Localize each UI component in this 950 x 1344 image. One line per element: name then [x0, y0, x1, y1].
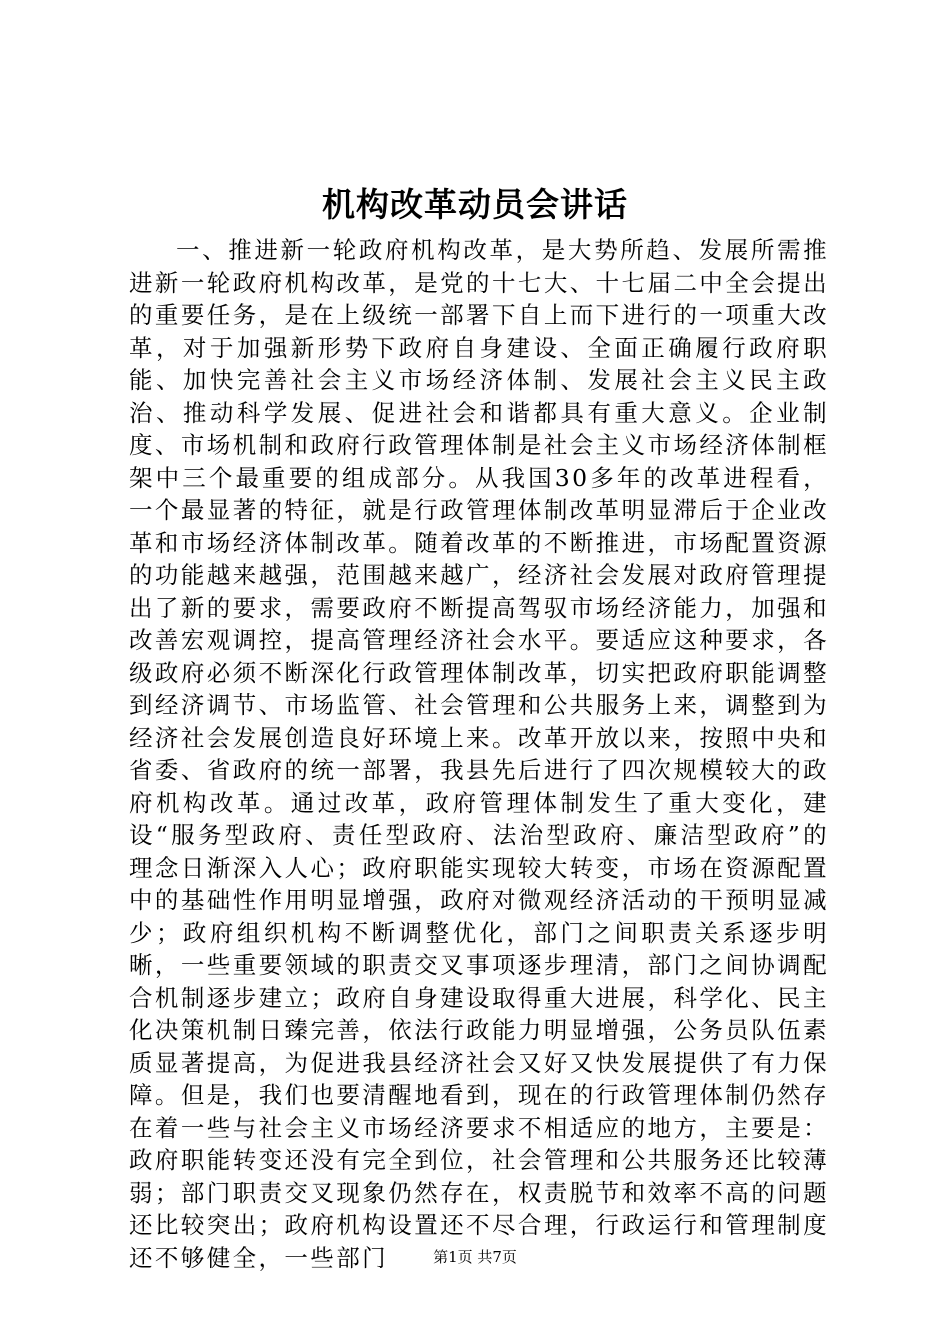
body-paragraph: 一、推进新一轮政府机构改革，是大势所趋、发展所需推进新一轮政府机构改革，是党的十七大、十七届二中全会提出的重要任务，是在上级统一部署下自上而下进行的一项重大改革，对于加强新形势下政府自身建设、全面正确履行政府职能、加快完善社会主义市场经济体制、发展社会主义民主政治、推动科学发展、促进社会和谐都具有重大意义。企业制度、市场机制和政府行政管理体制是社会主义市场经济体制框架中三个最重要的组成部分。从我国30多年的改革进程看，一个最显著的特征，就是行政管理体制改革明显滞后于企业改革和市场经济体制改革。随着改革的不断推进，市场配置资源的功能越来越强，范围越来越广，经济社会发展对政府管理提出了新的要求，需要政府不断提高驾驭市场经济能力，加强和改善宏观调控，提高管理经济社会水平。要适应这种要求，各级政府必须不断深化行政管理体制改革，切实把政府职能调整到经济调节、市场监管、社会管理和公共服务上来，调整到为经济社会发展创造良好环境上来。改革开放以来，按照中央和省委、省政府的统一部署，我县先后进行了四次规模较大的政府机构改革。通过改革，政府管理体制发生了重大变化，建设“服务型政府、责任型政府、法治型政府、廉洁型政府”的理念日渐深入人心；政府职能实现较大转变，市场在资源配置中的基础性作用明显增强，政府对微观经济活动的干预明显减少；政府组织机构不断调整优化，部门之间职责关系逐步明晰，一些重要领域的职责交叉事项逐步理清，部门之间协调配合机制逐步建立；政府自身建设取得重大进展，科学化、民主化决策机制日臻完善，依法行政能力明显增强，公务员队伍素质显著提高，为促进我县经济社会又好又快发展提供了有力保障。但是，我们也要清醒地看到，现在的行政管理体制仍然存在着一些与社会主义市场经济要求不相适应的地方，主要是：政府职能转变还没有完全到位，社会管理和公共服务还比较薄弱；部门职责交叉现象仍然存在，权责脱节和效率不高的问题还比较突出；政府机构设置还不尽合理，行政运行和管理制度还不够健全，一些部门	[129, 236, 829, 1272]
page-number: 第1页 共7页	[433, 1248, 517, 1266]
page-footer	[0, 1247, 950, 1267]
document-title: 机构改革动员会讲话	[322, 185, 628, 224]
